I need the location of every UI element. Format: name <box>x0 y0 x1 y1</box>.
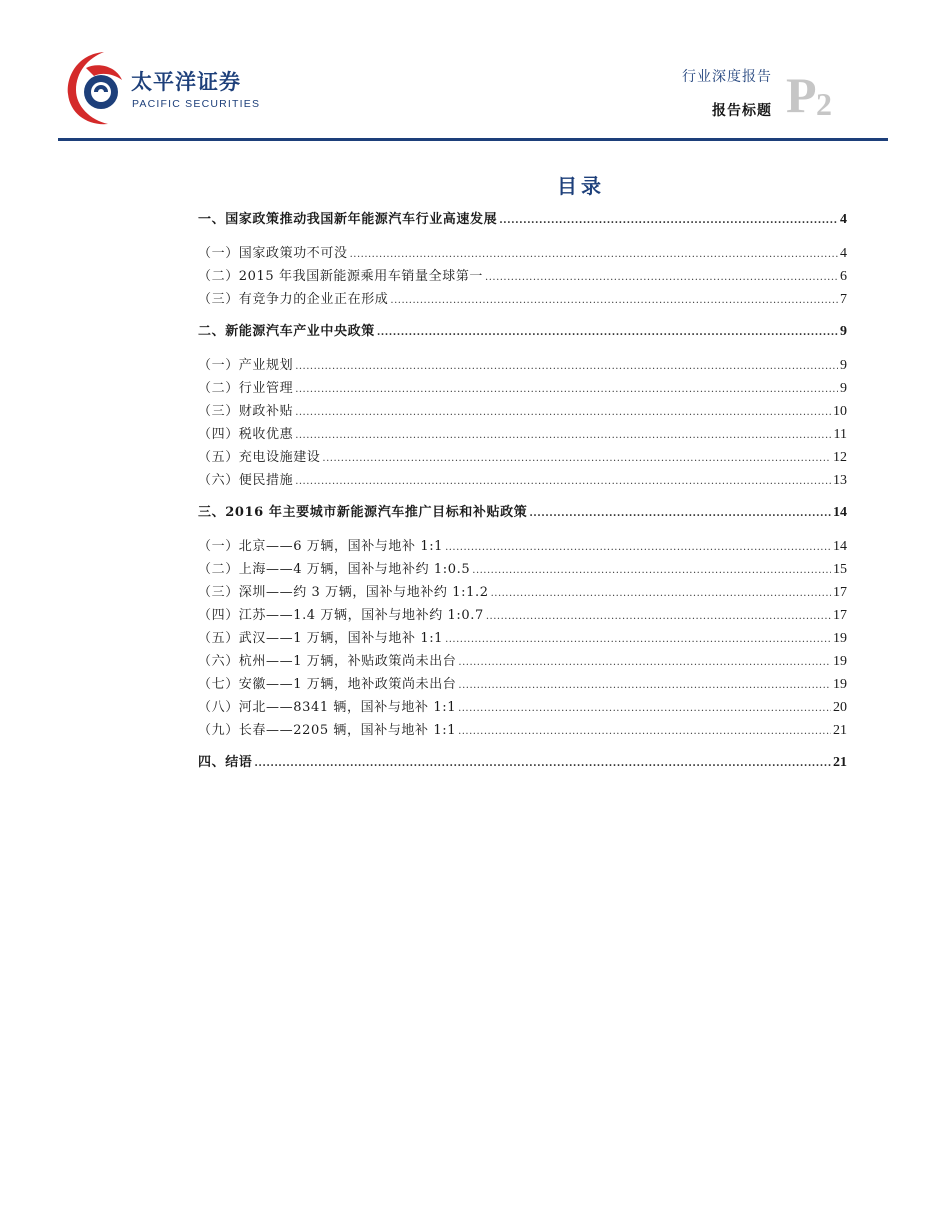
toc-entry-page: 19 <box>833 631 847 646</box>
toc-entry-text: （六）便民措施 <box>198 473 294 488</box>
toc-dot-leader <box>458 674 831 697</box>
toc-dot-leader <box>322 447 831 470</box>
toc-dot-leader <box>295 378 838 401</box>
toc-entry[interactable] <box>198 423 847 446</box>
toc-entry-page: 13 <box>833 473 847 488</box>
table-of-contents <box>198 208 847 776</box>
toc-entry-text: （七）安徽——1 万辆，地补政策尚未出台 <box>198 677 457 692</box>
toc-entry-page: 4 <box>840 212 847 227</box>
toc-dot-leader <box>254 752 831 775</box>
toc-entry[interactable] <box>198 242 847 265</box>
toc-entry[interactable] <box>198 400 847 423</box>
toc-entry-text: （一）国家政策功不可没 <box>198 246 348 261</box>
toc-entry-text: （二）2015 年我国新能源乘用车销量全球第一 <box>198 269 484 284</box>
toc-entry-section-2[interactable] <box>198 320 847 345</box>
toc-entry-text: （四）税收优惠 <box>198 427 294 442</box>
toc-entry[interactable] <box>198 719 847 742</box>
toc-entry-text: （六）杭州——1 万辆，补贴政策尚未出台 <box>198 654 457 669</box>
toc-entry[interactable] <box>198 377 847 400</box>
toc-entry-page: 4 <box>840 246 847 261</box>
toc-entry-page: 21 <box>833 723 847 738</box>
toc-entry-page: 9 <box>840 381 847 396</box>
toc-dot-leader <box>295 401 831 424</box>
toc-entry-page: 14 <box>833 505 847 520</box>
toc-entry-text: （九）长春——2205 辆，国补与地补 1:1 <box>198 723 457 738</box>
toc-dot-leader <box>390 289 838 312</box>
toc-entry-page: 7 <box>840 292 847 307</box>
toc-dot-leader <box>445 536 831 559</box>
toc-entry-section-1[interactable] <box>198 208 847 233</box>
toc-entry-page: 19 <box>833 654 847 669</box>
toc-entry-text: （二）上海——4 万辆，国补与地补约 1:0.5 <box>198 562 471 577</box>
toc-dot-leader <box>445 628 831 651</box>
toc-entry[interactable] <box>198 696 847 719</box>
toc-dot-leader <box>499 209 838 232</box>
toc-entry[interactable] <box>198 581 847 604</box>
toc-entry-page: 17 <box>833 585 847 600</box>
toc-dot-leader <box>529 502 831 525</box>
toc-entry-text: （一）产业规划 <box>198 358 294 373</box>
toc-dot-leader <box>485 266 838 289</box>
toc-entry-text: （三）财政补贴 <box>198 404 294 419</box>
toc-entry[interactable] <box>198 604 847 627</box>
company-name-cn: 太平洋证券 <box>131 70 241 94</box>
toc-entry[interactable] <box>198 650 847 673</box>
toc-entry[interactable] <box>198 265 847 288</box>
toc-entry-page: 15 <box>833 562 847 577</box>
toc-entry[interactable] <box>198 446 847 469</box>
toc-entry[interactable] <box>198 469 847 492</box>
toc-entry-page: 6 <box>840 269 847 284</box>
toc-dot-leader <box>350 243 838 266</box>
toc-entry-page: 9 <box>840 358 847 373</box>
page-letter: P <box>786 67 817 123</box>
toc-entry-text: （八）河北——8341 辆，国补与地补 1:1 <box>198 700 457 715</box>
toc-entry[interactable] <box>198 627 847 650</box>
toc-entry-page: 19 <box>833 677 847 692</box>
toc-entry-page: 12 <box>833 450 847 465</box>
toc-dot-leader <box>377 321 838 344</box>
toc-entry-page: 11 <box>833 427 847 442</box>
report-title: 报告标题 <box>712 103 772 119</box>
toc-dot-leader <box>458 720 831 743</box>
toc-entry-text: 二、新能源汽车产业中央政策 <box>198 324 375 339</box>
toc-entry-text: 四、结语 <box>198 755 253 770</box>
toc-dot-leader <box>295 470 831 493</box>
pacific-securities-logo-icon <box>64 48 134 128</box>
toc-entry-text: （五）充电设施建设 <box>198 450 321 465</box>
toc-entry-section-4[interactable] <box>198 751 847 776</box>
toc-entry[interactable] <box>198 354 847 377</box>
toc-dot-leader <box>472 559 831 582</box>
toc-entry-page: 14 <box>833 539 847 554</box>
toc-entry-text: （三）有竞争力的企业正在形成 <box>198 292 389 307</box>
toc-entry-text: （三）深圳——约 3 万辆，国补与地补约 1:1.2 <box>198 585 489 600</box>
report-type: 行业深度报告 <box>682 69 772 85</box>
header-divider <box>58 138 888 141</box>
toc-dot-leader <box>458 697 831 720</box>
toc-entry-page: 9 <box>840 324 847 339</box>
toc-entry-page: 21 <box>833 755 847 770</box>
toc-dot-leader <box>491 582 831 605</box>
toc-dot-leader <box>295 424 831 447</box>
company-name-en: PACIFIC SECURITIES <box>132 98 261 110</box>
toc-entry-text: 一、国家政策推动我国新年能源汽车行业高速发展 <box>198 212 498 227</box>
toc-dot-leader <box>486 605 831 628</box>
toc-entry-section-3[interactable] <box>198 501 847 526</box>
toc-entry[interactable] <box>198 558 847 581</box>
toc-dot-leader <box>295 355 838 378</box>
toc-entry-page: 17 <box>833 608 847 623</box>
company-logo <box>64 48 264 130</box>
toc-entry-text: （五）武汉——1 万辆，国补与地补 1:1 <box>198 631 444 646</box>
toc-title: 目录 <box>557 174 605 198</box>
toc-entry[interactable] <box>198 673 847 696</box>
toc-entry-page: 10 <box>833 404 847 419</box>
toc-entry[interactable] <box>198 535 847 558</box>
toc-entry-text: （一）北京——6 万辆，国补与地补 1:1 <box>198 539 444 554</box>
page-number: 2 <box>816 86 832 122</box>
toc-entry-text: 三、2016 年主要城市新能源汽车推广目标和补贴政策 <box>198 505 528 520</box>
toc-entry[interactable] <box>198 288 847 311</box>
toc-entry-page: 20 <box>833 700 847 715</box>
toc-dot-leader <box>458 651 831 674</box>
toc-entry-text: （二）行业管理 <box>198 381 294 396</box>
toc-entry-text: （四）江苏——1.4 万辆，国补与地补约 1:0.7 <box>198 608 484 623</box>
